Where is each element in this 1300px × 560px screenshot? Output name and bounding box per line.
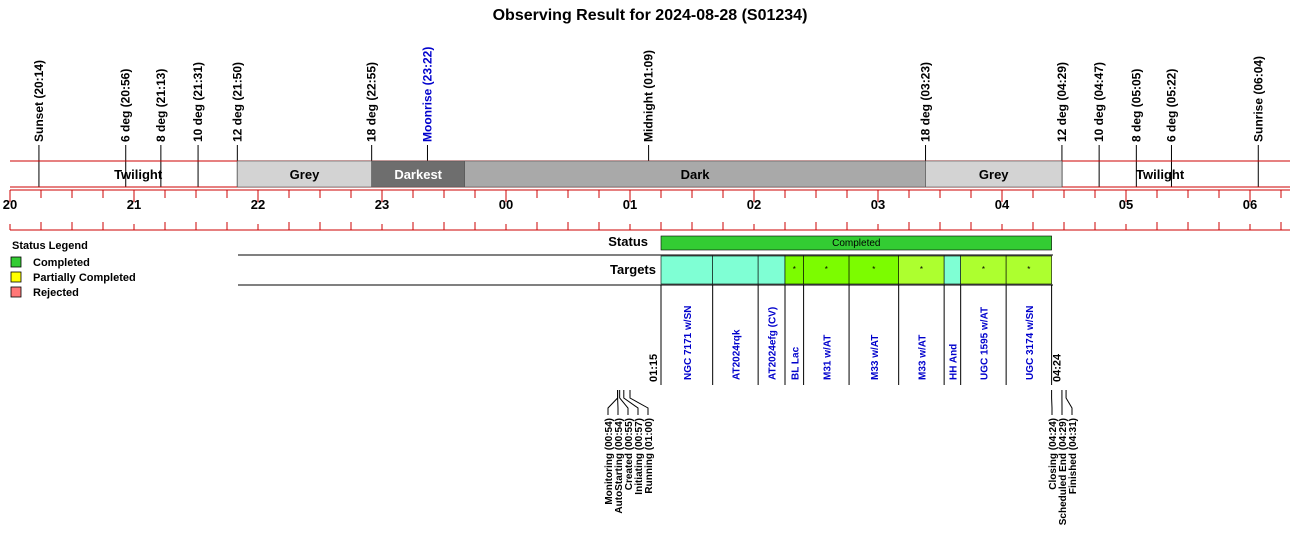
phase-label: Darkest: [394, 167, 443, 182]
target-name[interactable]: M31 w/AT: [822, 334, 834, 380]
event-label: 18 deg (22:55): [364, 61, 379, 142]
hour-label: 00: [498, 197, 514, 212]
hour-label: 04: [994, 197, 1010, 212]
target-name[interactable]: UGC 1595 w/AT: [979, 306, 991, 380]
target-name[interactable]: HH And: [948, 343, 960, 380]
status-value: Completed: [832, 238, 881, 249]
target-block[interactable]: [944, 256, 961, 284]
run-end-time: 04:24: [1051, 353, 1064, 382]
targets-row-label: Targets: [610, 262, 656, 277]
legend-item-label: Partially Completed: [33, 272, 136, 284]
target-block[interactable]: [713, 256, 758, 284]
run-events: [604, 353, 1079, 525]
target-name[interactable]: UGC 3174 w/SN: [1024, 305, 1036, 380]
legend-swatch: [11, 257, 21, 267]
event-label: 6 deg (05:22): [1164, 68, 1179, 142]
event-label: 10 deg (21:31): [191, 61, 206, 142]
hour-label: 21: [126, 197, 142, 212]
event-label: 8 deg (21:13): [153, 68, 168, 142]
hour-label: 02: [746, 197, 762, 212]
target-mark: *: [824, 265, 828, 274]
target-mark: *: [1027, 265, 1031, 274]
target-name[interactable]: M33 w/AT: [869, 334, 881, 380]
target-name[interactable]: NGC 7171 w/SN: [682, 305, 694, 380]
legend-item-label: Completed: [33, 257, 90, 269]
hour-label: 06: [1242, 197, 1258, 212]
run-event-label: Scheduled End (04:29): [1058, 418, 1069, 526]
event-label: 18 deg (03:23): [918, 61, 933, 142]
run-event-leader: [624, 390, 638, 415]
hour-label: 22: [250, 197, 266, 212]
phase-label: Grey: [978, 167, 1009, 182]
legend-item-label: Rejected: [33, 287, 79, 299]
status-row: [608, 234, 1051, 250]
status-row-label: Status: [608, 234, 648, 249]
sky-phase-band: [10, 161, 1290, 187]
phase-label: Twilight: [1136, 167, 1185, 182]
target-mark: *: [919, 265, 923, 274]
event-label: Midnight (01:09): [641, 50, 656, 142]
target-name[interactable]: AT2024efg (CV): [767, 306, 779, 380]
target-mark: *: [981, 265, 985, 274]
hour-axis: [3, 190, 1290, 230]
run-event-label: Monitoring (00:54): [604, 418, 615, 505]
target-block[interactable]: [758, 256, 785, 284]
hour-label: 20: [2, 197, 18, 212]
event-label: 8 deg (05:05): [1129, 68, 1144, 142]
run-event-label: Initiating (00:57): [634, 418, 645, 495]
target-block[interactable]: [661, 256, 713, 284]
target-name[interactable]: M33 w/AT: [917, 334, 929, 380]
chart-title: Observing Result for 2024-08-28 (S01234): [492, 7, 808, 24]
target-name[interactable]: BL Lac: [790, 346, 802, 380]
event-label: Sunrise (06:04): [1251, 55, 1266, 142]
event-label: 6 deg (20:56): [118, 68, 133, 142]
run-event-label: Closing (04:24): [1048, 418, 1059, 490]
run-event-label: AutoStarting (00:54): [614, 418, 625, 514]
hour-label: 03: [870, 197, 886, 212]
event-label: 10 deg (04:47): [1092, 61, 1107, 142]
target-name[interactable]: AT2024rqk: [731, 329, 743, 380]
hour-label: 01: [622, 197, 638, 212]
targets-row: [238, 255, 1053, 385]
legend-swatch: [11, 287, 21, 297]
hour-label: 23: [374, 197, 390, 212]
phase-label: Grey: [289, 167, 320, 182]
event-label: Moonrise (23:22): [420, 46, 435, 142]
event-label: Sunset (20:14): [31, 59, 46, 142]
target-mark: *: [792, 265, 796, 274]
legend-swatch: [11, 272, 21, 282]
legend-title: Status Legend: [12, 240, 88, 252]
hour-label: 05: [1118, 197, 1134, 212]
run-event-label: Created (00:55): [624, 418, 635, 491]
run-event-label: Finished (04:31): [1068, 418, 1079, 495]
target-mark: *: [872, 265, 876, 274]
event-label: 12 deg (04:29): [1054, 61, 1069, 142]
run-event-label: Running (01:00): [644, 418, 655, 494]
phase-label: Dark: [680, 167, 710, 182]
phase-label: Twilight: [114, 167, 163, 182]
event-label: 12 deg (21:50): [230, 61, 245, 142]
run-event-leader: [630, 390, 648, 415]
run-event-leader: [608, 390, 618, 415]
status-legend: [11, 240, 136, 299]
run-start-time: 01:15: [648, 353, 660, 382]
run-event-leader: [1066, 390, 1072, 415]
